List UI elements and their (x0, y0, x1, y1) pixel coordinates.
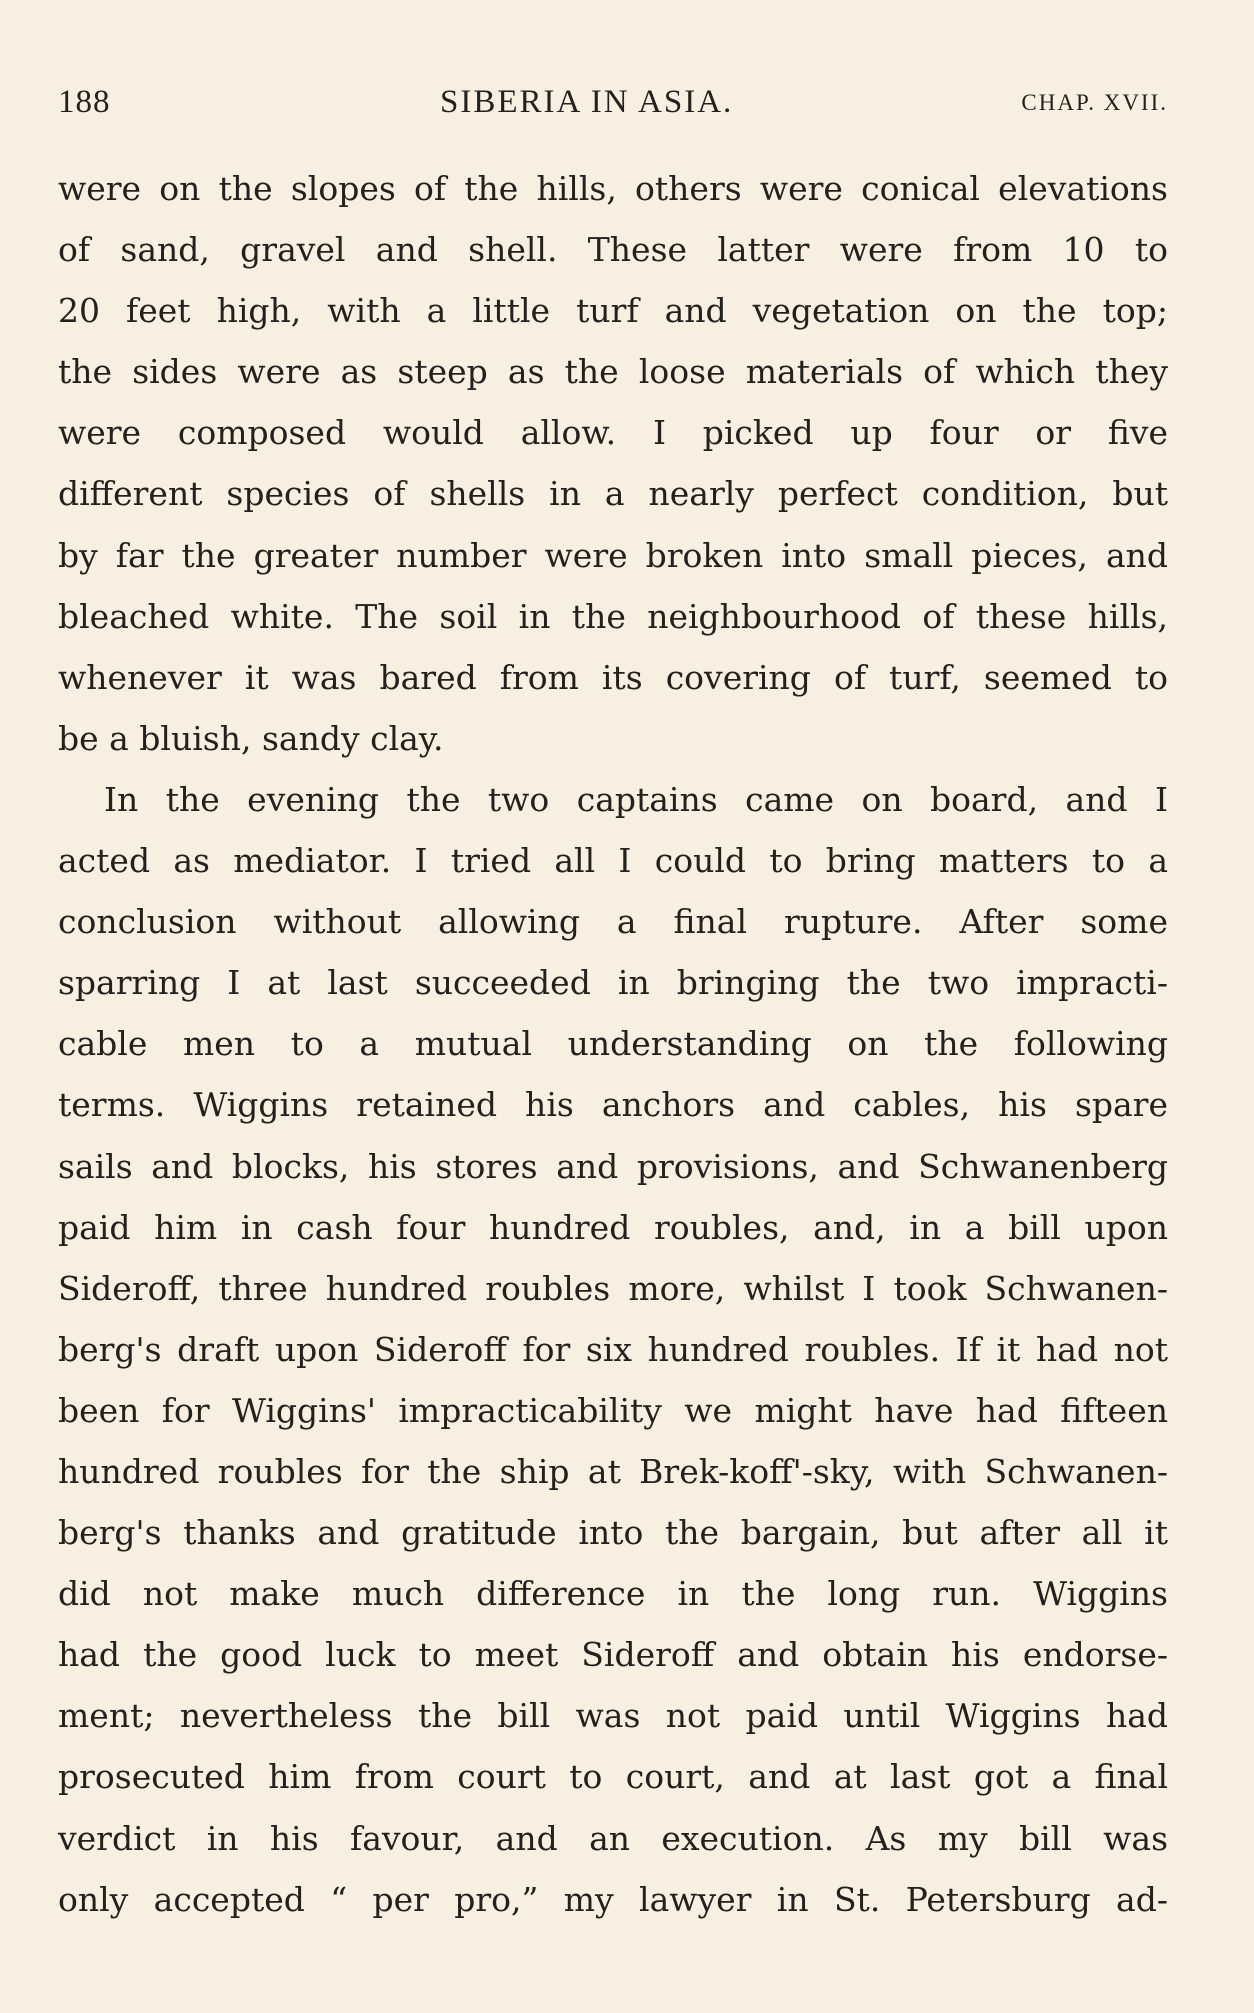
text-line: of sand, gravel and shell. These latter were from 10 to (58, 230, 1168, 270)
text-line: whenever it was bared from its covering of turf, seemed to (58, 657, 1168, 697)
page-number: 188 (58, 84, 111, 120)
text-line: had the good luck to meet Sideroff and obtain his endorse- (58, 1635, 1168, 1675)
running-title: SIBERIA IN ASIA. (440, 84, 734, 120)
text-line: 20 feet high, with a little turf and vegetation on the top; (58, 291, 1168, 331)
text-line: conclusion without allowing a final rupture. After some (58, 902, 1168, 942)
text-line: terms. Wiggins retained his anchors and cables, his spare (58, 1085, 1168, 1125)
paragraph-start-line: In the evening the two captains came on board, and I (104, 779, 1168, 819)
text-line: only accepted “ per pro,” my lawyer in St. Petersburg ad- (58, 1879, 1168, 1919)
text-line: hundred roubles for the ship at Brek-koff'-sky, with Schwanen- (58, 1451, 1168, 1491)
text-line: did not make much difference in the long run. Wiggins (58, 1574, 1168, 1614)
text-line: prosecuted him from court to court, and at last got a final (58, 1757, 1168, 1797)
text-line: the sides were as steep as the loose materials of which they (58, 352, 1168, 392)
text-line: acted as mediator. I tried all I could to bring matters to a (58, 841, 1168, 881)
text-line: berg's thanks and gratitude into the bargain, but after all it (58, 1513, 1168, 1553)
text-line: Sideroff, three hundred roubles more, whilst I took Schwanen- (58, 1268, 1168, 1308)
page-header (58, 84, 1168, 134)
text-line: different species of shells in a nearly perfect condition, but (58, 474, 1168, 514)
text-line: been for Wiggins' impracticability we might have had fifteen (58, 1390, 1168, 1430)
text-line: verdict in his favour, and an execution. As my bill was (58, 1818, 1168, 1858)
text-line: sails and blocks, his stores and provisions, and Schwanenberg (58, 1146, 1168, 1186)
text-line: by far the greater number were broken into small pieces, and (58, 535, 1168, 575)
text-line: ment; nevertheless the bill was not paid until Wiggins had (58, 1696, 1168, 1736)
chapter-reference: CHAP. XVII. (1021, 90, 1168, 115)
body-text (58, 158, 1168, 1930)
text-line: paid him in cash four hundred roubles, and, in a bill upon (58, 1207, 1168, 1247)
paragraph-end-line: be a bluish, sandy clay. (58, 718, 444, 758)
text-line: were composed would allow. I picked up four or five (58, 413, 1168, 453)
text-line: were on the slopes of the hills, others were conical elevations (58, 169, 1168, 208)
text-line: sparring I at last succeeded in bringing the two impracti- (58, 963, 1168, 1003)
text-line: cable men to a mutual understanding on the following (58, 1024, 1168, 1064)
text-line: berg's draft upon Sideroff for six hundred roubles. If it had not (58, 1329, 1168, 1369)
text-line: bleached white. The soil in the neighbourhood of these hills, (58, 596, 1168, 636)
